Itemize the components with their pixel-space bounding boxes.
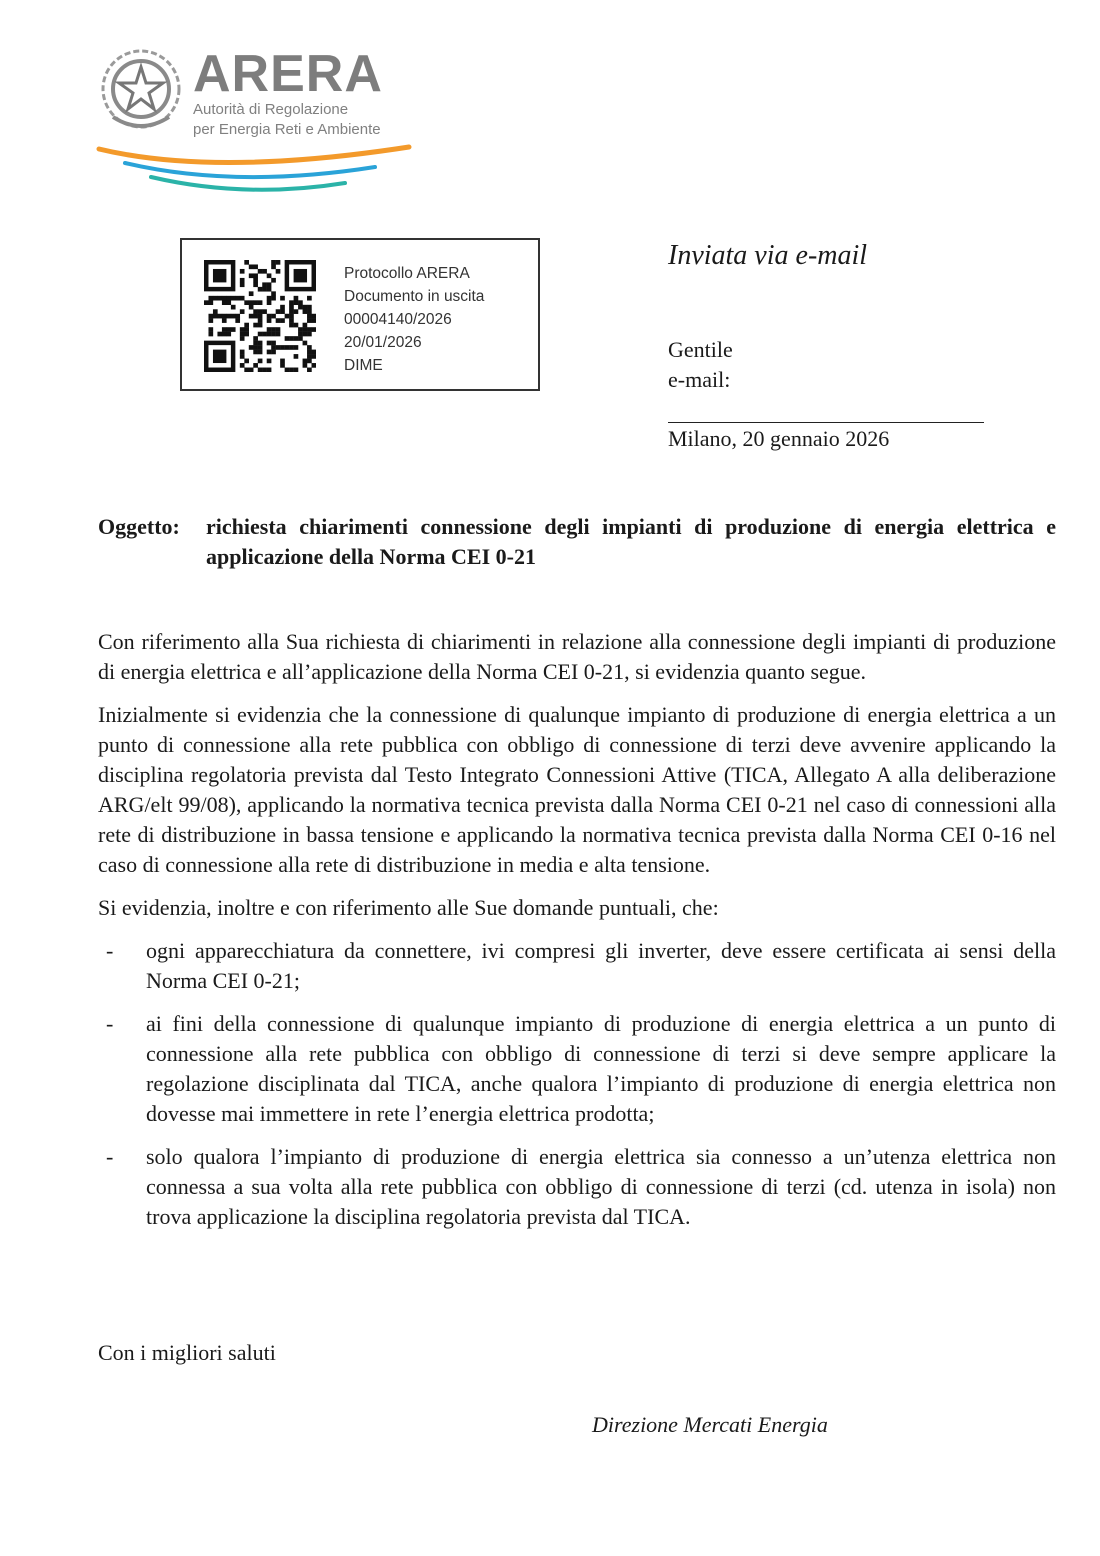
place-date: Milano, 20 gennaio 2026 [668, 426, 890, 451]
list-item-text: ogni apparecchiatura da connettere, ivi compresi gli inverter, deve essere certificata ai sensi della Norma CEI 0-21; [146, 938, 1056, 993]
protocol-text [344, 262, 484, 377]
protocol-office: DIME [344, 357, 383, 374]
sent-via-label: Inviata via e-mail [668, 240, 868, 271]
logo-subtitle [193, 100, 381, 140]
protocol-number: 00004140/2026 [344, 311, 452, 328]
qr-code-icon [204, 260, 316, 372]
body-paragraph: Con riferimento alla Sua richiesta di chiarimenti in relazione alla connessione degli impianti di produzione di energia elettrica e all’applicazione della Norma CEI 0-21, si evidenzia quanto segue. [98, 629, 1056, 684]
arera-logo [95, 42, 425, 202]
bullet-marker: - [106, 1011, 114, 1036]
subject-block [98, 512, 1056, 572]
protocol-stamp [180, 238, 540, 391]
recipient-email-label: e-mail: [668, 367, 731, 392]
subject-text: richiesta chiarimenti connessione degli impianti di produzione di energia elettrica e applicazione della Norma CEI 0-21 [206, 514, 1056, 569]
list-item-text: ai fini della connessione di qualunque impianto di produzione di energia elettrica a un punto di connessione alla rete pubblica con obbligo di connessione di terzi si deve sempre applicare la regolazione disciplinata dal TICA, anche qualora l’impianto di produzione di energia elettrica non dovesse mai immettere in rete l’energia elettrica prodotta; [146, 1011, 1056, 1126]
list-item [98, 936, 1056, 996]
protocol-date: 20/01/2026 [344, 334, 422, 351]
logo-waves-icon [95, 137, 415, 199]
signature: Direzione Mercati Energia [592, 1412, 828, 1437]
recipient-salutation: Gentile [668, 337, 733, 362]
bullet-list [98, 936, 1056, 1232]
bullet-marker: - [106, 1144, 114, 1169]
republic-emblem-icon [99, 47, 183, 137]
closing-greeting: Con i migliori saluti [98, 1340, 276, 1365]
logo-subtitle-line2: per Energia Reti e Ambiente [193, 121, 381, 138]
bullet-marker: - [106, 938, 114, 963]
list-item-text: solo qualora l’impianto di produzione di energia elettrica sia connesso a un’utenza elettrica non connessa a sua volta alla rete pubblica con obbligo di connessione di terzi (cd. utenza in isola) non trova applicazione la disciplina regolatoria prevista dal TICA. [146, 1144, 1056, 1229]
body-paragraph: Si evidenzia, inoltre e con riferimento alle Sue domande puntuali, che: [98, 895, 719, 920]
protocol-line: Protocollo ARERA [344, 265, 470, 282]
logo-subtitle-line1: Autorità di Regolazione [193, 101, 349, 118]
recipient-block [668, 335, 733, 395]
subject-label: Oggetto: [98, 514, 180, 539]
list-item [98, 1142, 1056, 1232]
list-item [98, 1009, 1056, 1129]
logo-wordmark: ARERA [193, 45, 383, 103]
letter-body [98, 627, 1056, 1245]
protocol-line: Documento in uscita [344, 288, 485, 305]
separator-line [668, 422, 984, 423]
body-paragraph: Inizialmente si evidenzia che la connessione di qualunque impianto di produzione di energia elettrica a un punto di connessione alla rete pubblica con obbligo di connessione di terzi deve avvenire applicando la disciplina regolatoria prevista dal Testo Integrato Connessioni Attive (TICA, Allegato A alla deliberazione ARG/elt 99/08), applicando la normativa tecnica prevista dalla Norma CEI 0-21 nel caso di connessioni alla rete di distribuzione in bassa tensione e applicando la normativa tecnica prevista dalla Norma CEI 0-16 nel caso di connessione alla rete di distribuzione in media e alta tensione. [98, 702, 1056, 877]
